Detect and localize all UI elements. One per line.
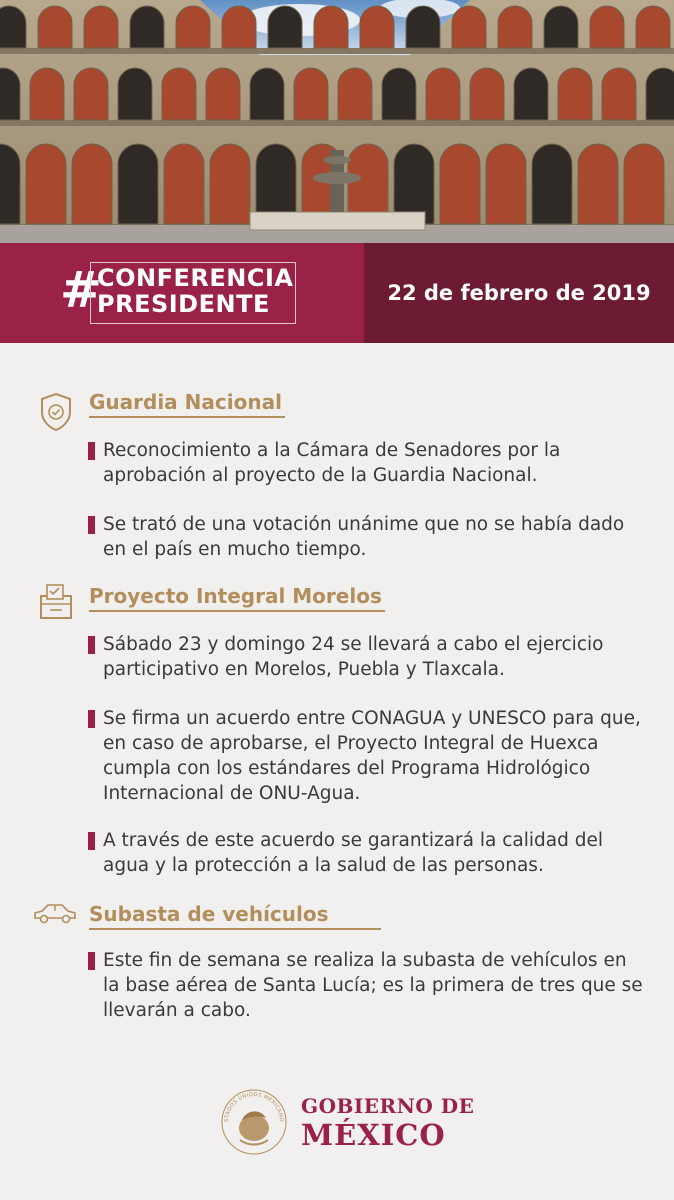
section-underline — [89, 610, 385, 612]
national-seal-icon — [220, 1088, 288, 1156]
ballot-box-icon — [34, 580, 78, 624]
conference-date: 22 de febrero de 2019 — [387, 281, 651, 305]
hashtag-line-1: CONFERENCIA — [97, 264, 294, 292]
bullet-text: Este fin de semana se realiza la subasta de vehículos en la base aérea de Santa Lucía; es la primera de tres que se llevarán a cabo. — [103, 950, 643, 1021]
bullet-marker — [88, 442, 95, 460]
bullet-marker — [88, 832, 95, 850]
hashtag-panel — [0, 243, 364, 343]
logo-line-2: MÉXICO — [301, 1118, 446, 1152]
bullet-text: Sábado 23 y domingo 24 se llevará a cabo el ejercicio participativo en Morelos, Puebla y Tlaxcala. — [103, 634, 604, 680]
section-title: Guardia Nacional — [89, 390, 282, 414]
hashtag-symbol: # — [60, 261, 102, 319]
bullet-text: A través de este acuerdo se garantizará la calidad del agua y la protección a la salud de las personas. — [103, 830, 603, 876]
list-item — [88, 512, 648, 562]
list-item — [88, 828, 648, 878]
list-item — [88, 632, 648, 682]
list-item — [88, 948, 648, 1023]
seal-text: STADOS UNIDOS MEXICANO — [223, 1091, 285, 1123]
date-panel — [364, 243, 674, 343]
bullet-marker — [88, 710, 95, 728]
section-subasta-de-vehiculos — [0, 898, 674, 938]
gobierno-de-mexico-logo — [0, 1080, 674, 1160]
logo-line-1: GOBIERNO DE — [301, 1094, 475, 1118]
car-icon — [32, 898, 78, 928]
shield-icon — [34, 390, 78, 434]
bullet-marker — [88, 636, 95, 654]
list-item — [88, 438, 648, 488]
section-title: Subasta de vehículos — [89, 902, 329, 926]
section-title: Proyecto Integral Morelos — [89, 584, 382, 608]
section-underline — [89, 928, 381, 930]
section-proyecto-integral-morelos — [0, 580, 674, 620]
section-underline — [89, 416, 285, 418]
bullet-marker — [88, 516, 95, 534]
list-item — [88, 706, 648, 806]
bullet-text: Se firma un acuerdo entre CONAGUA y UNESCO para que, en caso de aprobarse, el Proyecto Integral de Huexca cumpla con los estándares del Programa Hidrológico Internacional de ONU-Agua. — [103, 708, 641, 804]
bullet-text: Se trató de una votación unánime que no se había dado en el país en mucho tiempo. — [103, 514, 625, 560]
header-banner — [0, 243, 674, 343]
bullet-marker — [88, 952, 95, 970]
bullet-text: Reconocimiento a la Cámara de Senadores por la aprobación al proyecto de la Guardia Nacional. — [103, 440, 561, 486]
hero-photo-palacio-nacional — [0, 0, 674, 245]
section-guardia-nacional — [0, 388, 674, 428]
hashtag-line-2: PRESIDENTE — [97, 290, 270, 318]
